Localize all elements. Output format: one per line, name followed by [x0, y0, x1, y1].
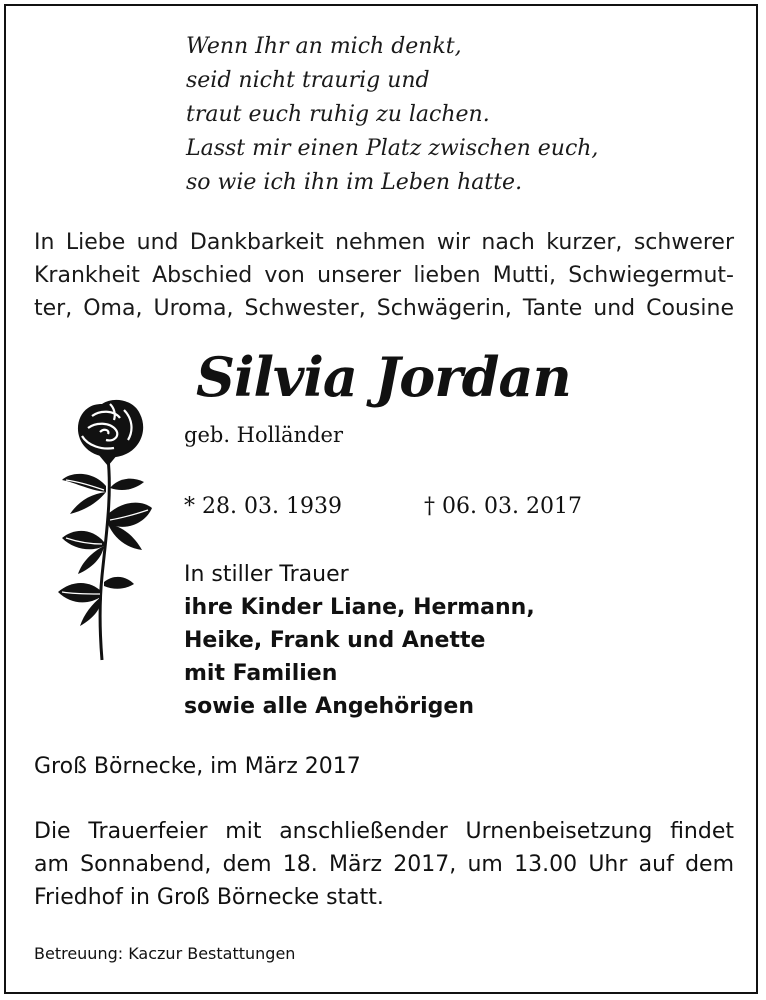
mourners-line: ihre Kinder Liane, Hermann, [184, 595, 535, 620]
poem [186, 30, 726, 200]
birth-name: geb. Holländer [184, 423, 344, 447]
deceased-name: Silvia Jordan [196, 345, 571, 409]
poem-line: Wenn Ihr an mich denkt, [186, 34, 462, 59]
funeral-line: am Sonnabend, dem 18. März 2017, um 13.00 Uhr auf dem [34, 852, 734, 877]
rose-icon [52, 396, 156, 662]
birth-date: * 28. 03. 1939 [184, 494, 342, 519]
mourners-line: sowie alle Angehörigen [184, 694, 475, 719]
intro-text [34, 226, 734, 325]
intro-line: In Liebe und Dankbarkeit nehmen wir nach kurzer, schwerer [34, 230, 734, 255]
poem-line: Lasst mir einen Platz zwischen euch, [186, 136, 599, 161]
intro-line: Krankheit Abschied von unserer lieben Mutti, Schwiegermut- [34, 263, 734, 288]
death-date: † 06. 03. 2017 [424, 494, 582, 519]
funeral-line: Friedhof in Groß Börnecke statt. [34, 885, 384, 910]
funeral-care-credit: Betreuung: Kaczur Bestattungen [34, 944, 296, 963]
funeral-line: Die Trauerfeier mit anschließender Urnenbeisetzung findet [34, 819, 734, 844]
poem-line: so wie ich ihn im Leben hatte. [186, 170, 523, 195]
place-date: Groß Börnecke, im März 2017 [34, 754, 361, 779]
mourners-line: Heike, Frank und Anette [184, 628, 486, 653]
mourners-line: mit Familien [184, 661, 338, 686]
mourners-intro: In stiller Trauer [184, 562, 349, 587]
mourners-block [184, 558, 535, 723]
funeral-info [34, 815, 734, 914]
poem-line: traut euch ruhig zu lachen. [186, 102, 490, 127]
poem-line: seid nicht traurig und [186, 68, 430, 93]
intro-line: ter, Oma, Uroma, Schwester, Schwägerin, Tante und Cousine [34, 296, 734, 321]
